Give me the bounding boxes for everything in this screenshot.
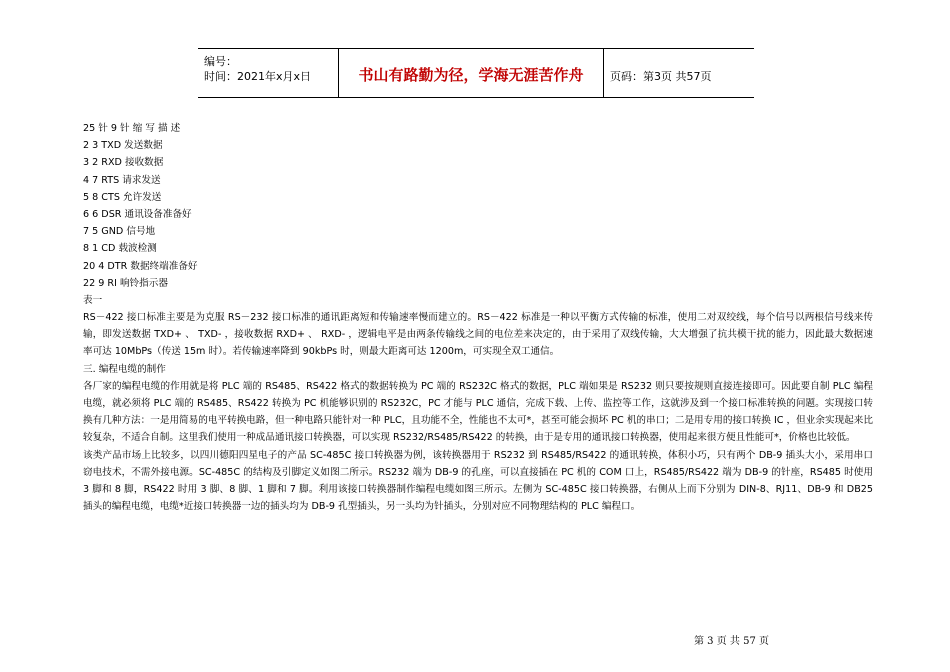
pin-row-cts: 5 8 CTS 允许发送 (83, 191, 162, 203)
header-left-cell (198, 49, 339, 97)
section-heading: 三. 编程电缆的制作 (83, 363, 166, 375)
document-body (83, 120, 873, 516)
document-number-label: 编号： (204, 55, 237, 68)
header-page-cell (604, 49, 754, 97)
document-time-label: 时间：2021年x月x日 (204, 70, 312, 83)
pin-row-cd: 8 1 CD 载波检测 (83, 243, 157, 255)
header-motto: 书山有路勤为径，学海无涯苦作舟 (358, 66, 584, 84)
paragraph-rs422: RS－422 接口标准主要是为克服 RS－232 接口标准的通讯距离短和传输速率慢而建立的。RS－422 标准是一种以平衡方式传输的标准，使用二对双绞线，每个信号以两根信号线来传输，即发送数据 TXD+ 、 TXD- ，接收数据 RXD+ 、 RXD- ，逻辑电平是由两条传输线之间的电位差来决定的，由于采用了双线传输，大大增强了抗共模干扰的能力，因此最大数据速率可达 10MbPs（传送 15m 时）。若传输速率降到 90kbPs 时，则最大距离可达 1200m，可实现全双工通信。 (83, 312, 873, 358)
pin-row-txd: 2 3 TXD 发送数据 (83, 140, 163, 152)
pin-table-header: 25 针 9 针 缩 写 描 述 (83, 123, 181, 134)
paragraph-cable-purpose: 各厂家的编程电缆的作用就是将 PLC 端的 RS485、RS422 格式的数据转换为 PC 端的 RS232C 格式的数据，PLC 端如果是 RS232 则只要按规则直接连接即可。因此要自制 PLC 编程电缆，就必须将 PLC 端的 RS485、RS422 转换为 PC 机能够识别的 RS232C，PC 才能与 PLC 通信，完成下载、上传、监控等工作，这就涉及到一个接口标准转换的问题。实现接口转换有几种方法：一是用简易的电平转换电路，但一种电路只能针对一种 PLC，且功能不全，性能也不太可*，甚至可能会损坏 PC 机的串口；二是用专用的接口转换 IC ，但业余实现起来比较复杂，不适合自制。这里我们使用一种成品通讯接口转换器，可以实现 RS232/RS485/RS422 的转换，由于是专用的通讯接口转换器，使用起来很方便且性能可*，价格也比较低。 (83, 380, 873, 444)
pin-row-gnd: 7 5 GND 信号地 (83, 226, 156, 238)
header-motto-cell (339, 49, 604, 97)
table-caption: 表一 (83, 294, 103, 306)
pin-row-rxd: 3 2 RXD 接收数据 (83, 157, 164, 169)
page-header (198, 48, 754, 98)
pin-row-dsr: 6 6 DSR 通讯设备准备好 (83, 208, 192, 220)
pin-row-ri: 22 9 RI 响铃指示器 (83, 277, 168, 289)
paragraph-converter: 该类产品市场上比较多，以四川德阳四星电子的产品 SC-485C 接口转换器为例，该转换器用于 RS232 到 RS485/RS422 的通讯转换，体积小巧，只有两个 DB-9 插头大小，采用串口窃电技术，不需外接电源。SC-485C 的结构及引脚定义如图二所示。RS232 端为 DB-9 的孔座，可以直接插在 PC 机的 COM 口上，RS485/RS422 端为 DB-9 的针座，RS485 时使用 3 脚和 8 脚，RS422 时用 3 脚、8 脚、1 脚和 7 脚。利用该接口转换器制作编程电缆如图三所示。左侧为 SC-485C 接口转换器，右侧从上而下分别为 DIN-8、RJ11、DB-9 和 DB25 插头的编程电缆，电缆*近接口转换器一边的插头均为 DB-9 孔型插头，另一头均为针插头，分别对应不同物理结构的 PLC 编程口。 (83, 449, 873, 513)
page-footer: 第 3 页 共 57 页 (694, 636, 769, 647)
pin-row-rts: 4 7 RTS 请求发送 (83, 174, 161, 186)
pin-row-dtr: 20 4 DTR 数据终端准备好 (83, 260, 198, 272)
header-page-number: 页码：第3页 共57页 (610, 70, 712, 83)
